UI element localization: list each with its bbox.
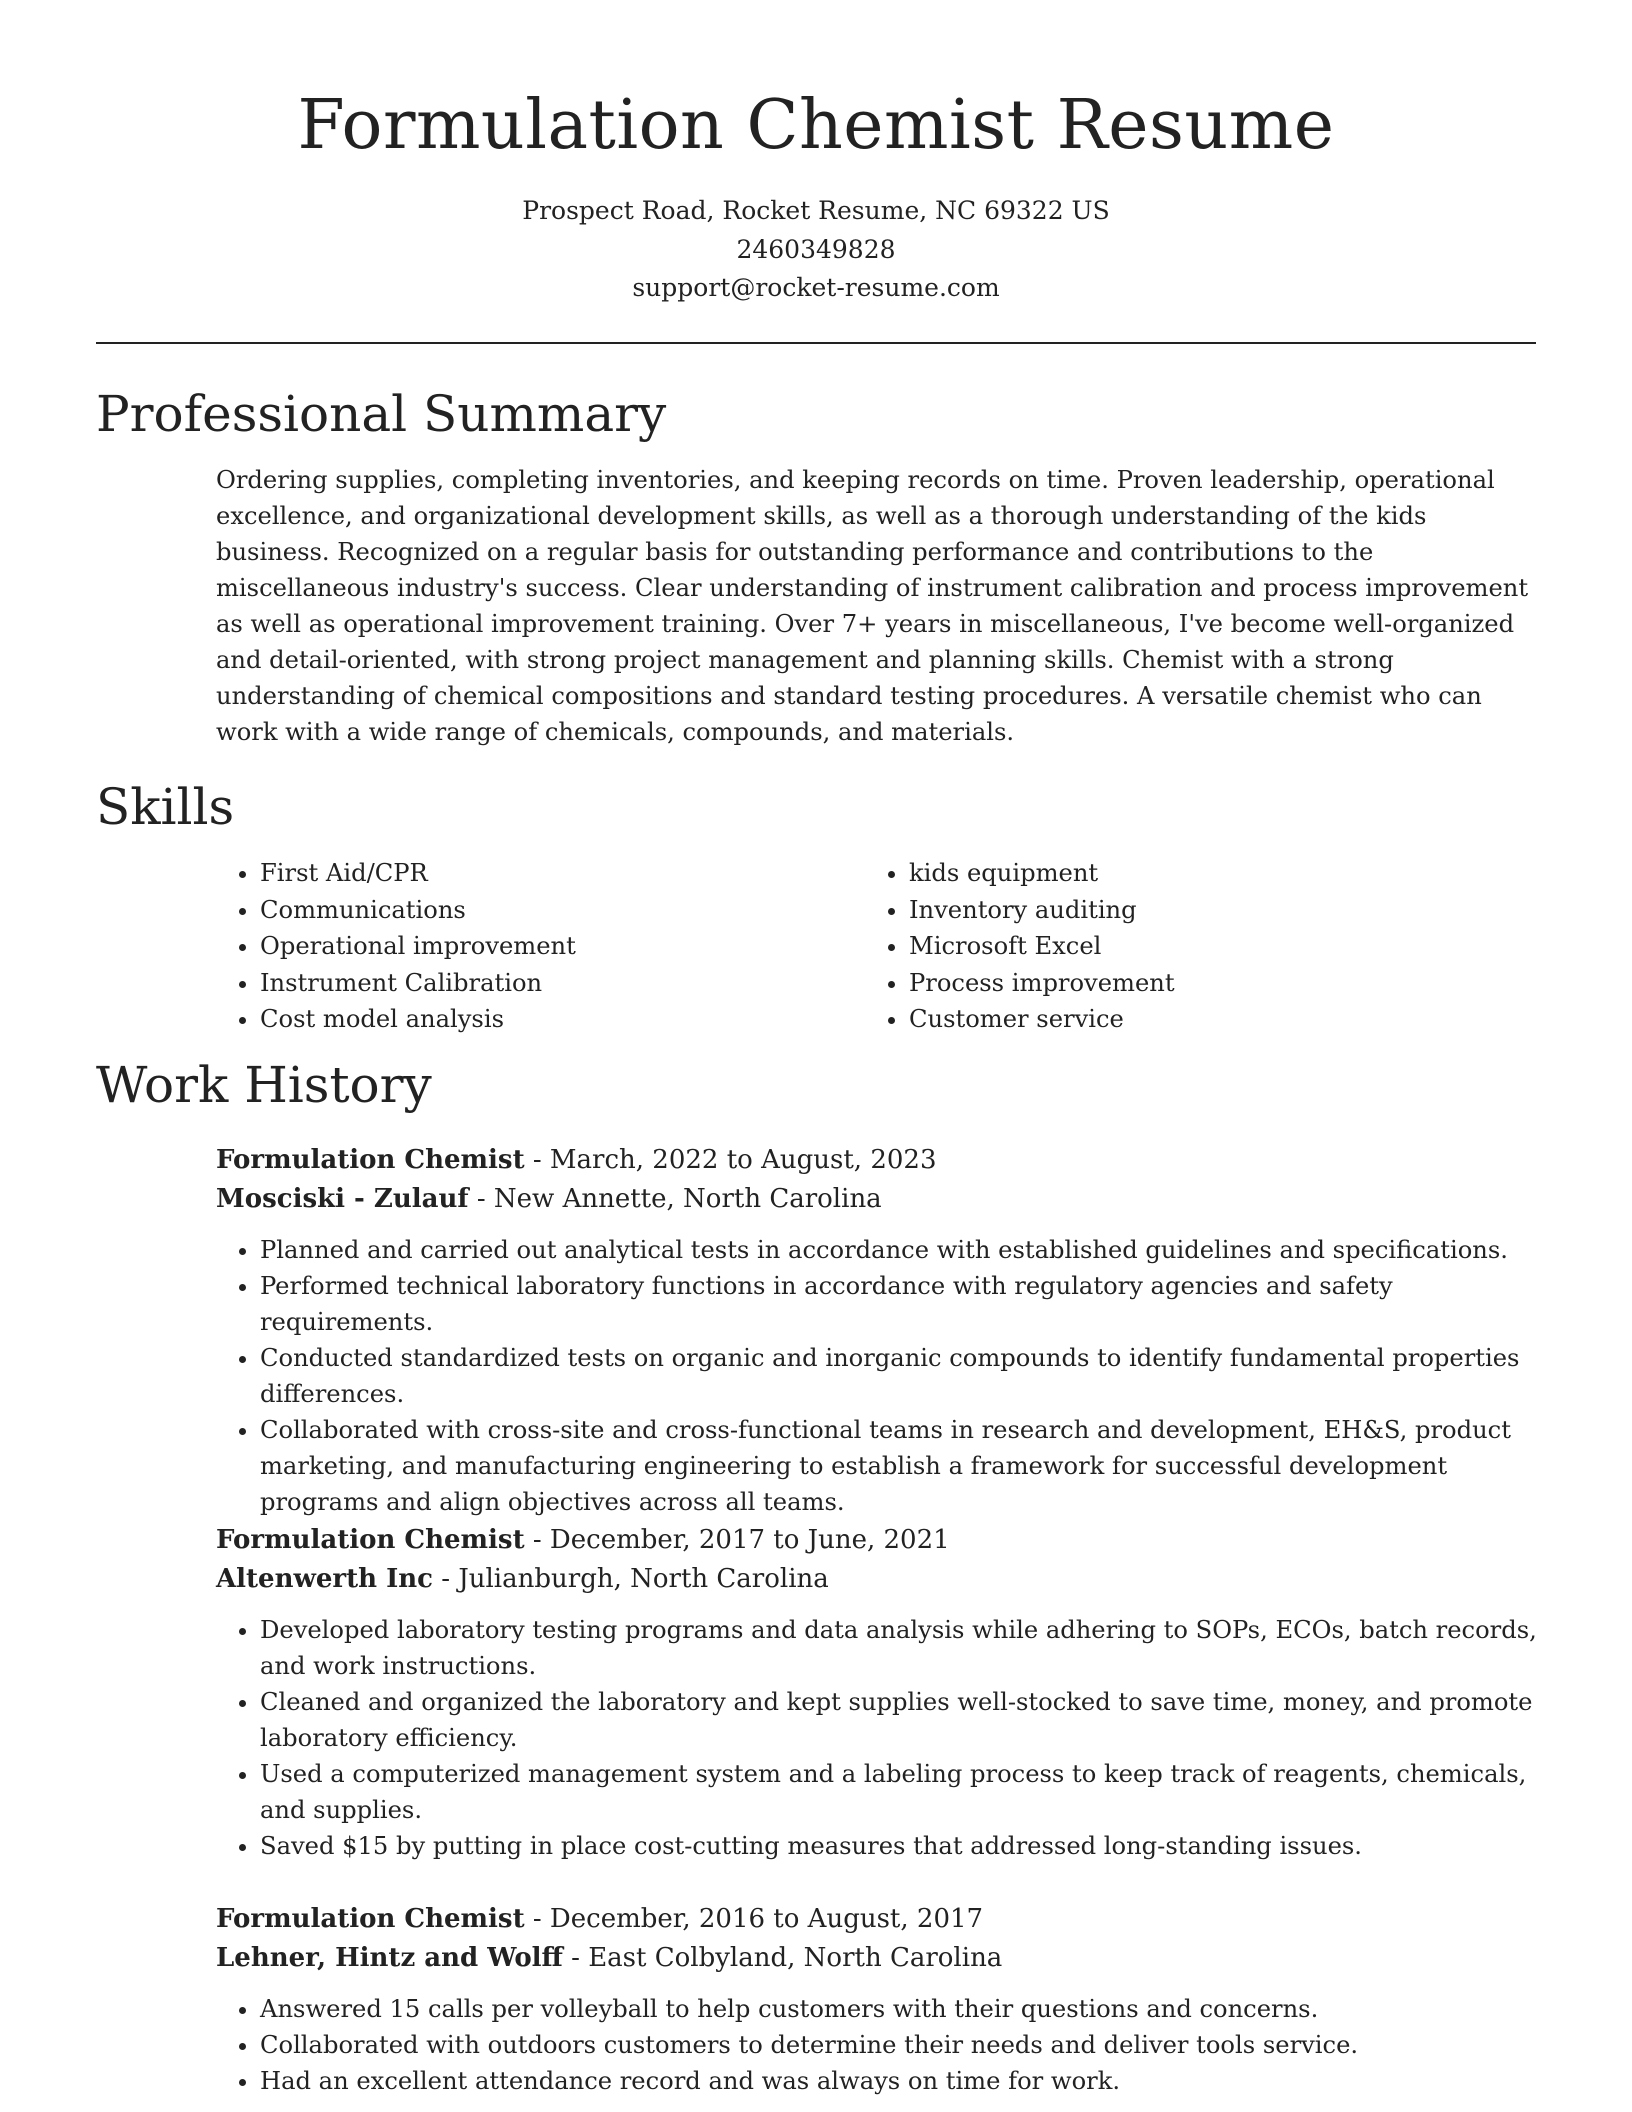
job-role-line xyxy=(216,1900,1541,1939)
job-bullet: • Saved $15 by putting in place cost-cutting measures that addressed long-standing issues. xyxy=(260,1828,1541,1864)
job-title: Formulation Chemist xyxy=(216,1145,525,1175)
job-title: Formulation Chemist xyxy=(216,1904,525,1934)
contact-email: support@rocket-resume.com xyxy=(632,273,1000,302)
job-entry xyxy=(216,1521,1541,1864)
skill-item: • Cost model analysis xyxy=(260,1001,860,1038)
skill-item: • Customer service xyxy=(909,1001,1509,1038)
job-company-line xyxy=(216,1939,1541,1978)
job-role-line xyxy=(216,1521,1541,1560)
job-company: Lehner, Hintz and Wolff xyxy=(216,1943,563,1973)
skill-item: • Instrument Calibration xyxy=(260,965,860,1002)
job-location: East Colbyland, North Carolina xyxy=(588,1943,1003,1973)
job-title: Formulation Chemist xyxy=(216,1525,525,1555)
contact-address: Prospect Road, Rocket Resume, NC 69322 US xyxy=(522,196,1110,225)
job-bullet: • Developed laboratory testing programs and data analysis while adhering to SOPs, ECOs, batch records, and work instructions. xyxy=(260,1612,1541,1684)
contact-phone: 2460349828 xyxy=(736,235,896,264)
resume-title: Formulation Chemist Resume xyxy=(297,86,1335,165)
job-company-line xyxy=(216,1560,1541,1599)
job-bullet: • Used a computerized management system and a labeling process to keep track of reagents, chemicals, and supplies. xyxy=(260,1756,1541,1828)
separator: - xyxy=(524,1525,550,1555)
separator: - xyxy=(562,1943,589,1973)
skills-list-right xyxy=(865,855,1509,1038)
job-dates: December, 2016 to August, 2017 xyxy=(549,1904,984,1934)
job-company: Mosciski - Zulauf xyxy=(216,1184,469,1214)
header-divider xyxy=(96,342,1536,344)
summary-text: Ordering supplies, completing inventories, and keeping records on time. Proven leadership, operational excellence, and organizational development skills, as well as a thorough understanding of the kids business. Recognized on a regular basis for outstanding performance and contributions to the miscellaneous industry's success. Clear understanding of instrument calibration and process improvement as well as operational improvement training. Over 7+ years in miscellaneous, I've become well-organized and detail-oriented, with strong project management and planning skills. Chemist with a strong understanding of chemical compositions and standard testing procedures. A versatile chemist who can work with a wide range of chemicals, compounds, and materials. xyxy=(216,466,1529,746)
separator: - xyxy=(524,1904,550,1934)
separator: - xyxy=(468,1184,494,1214)
skills-heading: Skills xyxy=(96,778,235,836)
skill-item: • Microsoft Excel xyxy=(909,928,1509,965)
job-bullet: • Had an excellent attendance record and was always on time for work. xyxy=(260,2063,1541,2099)
job-bullets xyxy=(216,1232,1541,1520)
job-entry xyxy=(216,1900,1541,2099)
skill-item: • kids equipment xyxy=(909,855,1509,892)
job-company-line xyxy=(216,1180,1541,1219)
job-bullet: • Collaborated with outdoors customers to determine their needs and deliver tools service. xyxy=(260,2027,1541,2063)
job-dates: March, 2022 to August, 2023 xyxy=(549,1145,937,1175)
job-bullet: • Collaborated with cross-site and cross-functional teams in research and development, EH&S, product marketing, and manufacturing engineering to establish a framework for successful development programs and align objectives across all teams. xyxy=(260,1412,1541,1520)
summary-heading: Professional Summary xyxy=(96,385,667,443)
job-bullet: • Planned and carried out analytical tests in accordance with established guidelines and specifications. xyxy=(260,1232,1541,1268)
job-role-line xyxy=(216,1141,1541,1180)
job-bullet: • Performed technical laboratory functions in accordance with regulatory agencies and safety requirements. xyxy=(260,1268,1541,1340)
job-bullet: • Answered 15 calls per volleyball to help customers with their questions and concerns. xyxy=(260,1991,1541,2027)
job-location: New Annette, North Carolina xyxy=(493,1184,882,1214)
skill-item: • Process improvement xyxy=(909,965,1509,1002)
job-location: Julianburgh, North Carolina xyxy=(458,1564,829,1594)
separator: - xyxy=(524,1145,550,1175)
skill-item: • Operational improvement xyxy=(260,928,860,965)
job-dates: December, 2017 to June, 2021 xyxy=(549,1525,950,1555)
job-bullet: • Cleaned and organized the laboratory and kept supplies well-stocked to save time, money, and promote laboratory efficiency. xyxy=(260,1684,1541,1756)
work-history-heading: Work History xyxy=(96,1056,432,1114)
job-bullets xyxy=(216,1991,1541,2099)
skill-item: • Communications xyxy=(260,892,860,929)
job-entry xyxy=(216,1141,1541,1520)
skill-item: • Inventory auditing xyxy=(909,892,1509,929)
skills-list-left xyxy=(216,855,860,1038)
job-company: Altenwerth Inc xyxy=(216,1564,433,1594)
job-bullets xyxy=(216,1612,1541,1864)
separator: - xyxy=(433,1564,459,1594)
job-bullet: • Conducted standardized tests on organic and inorganic compounds to identify fundamental properties differences. xyxy=(260,1340,1541,1412)
skill-item: • First Aid/CPR xyxy=(260,855,860,892)
